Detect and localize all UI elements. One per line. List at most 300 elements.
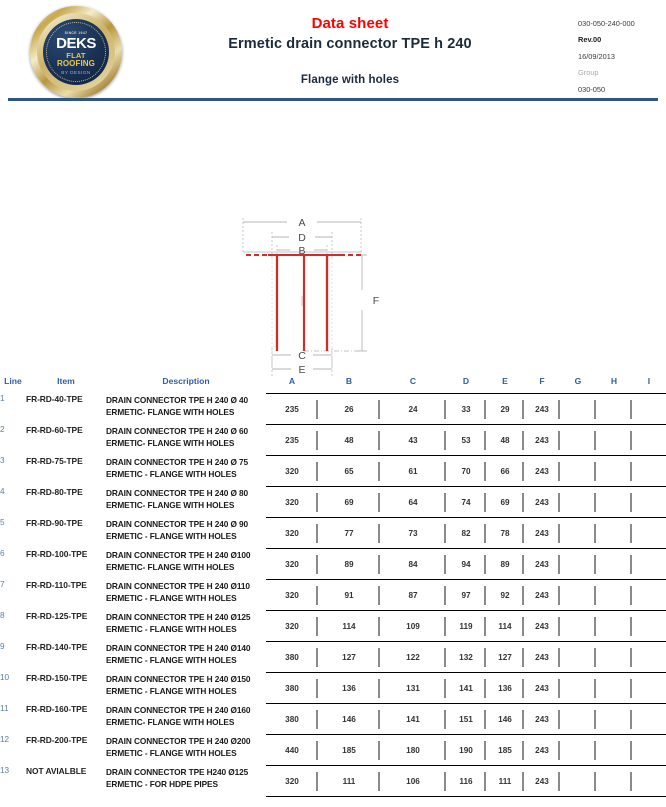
row-dim-e-value: 48	[500, 436, 510, 445]
row-line-number: 3	[0, 455, 5, 465]
row-dim-e	[486, 580, 524, 611]
table-row	[0, 766, 666, 797]
table-row	[0, 611, 666, 642]
row-dim-e-value: 111	[498, 777, 512, 786]
row-dim-c	[380, 518, 446, 549]
row-description-line1: DRAIN CONNECTOR TPE H 240 Ø150	[106, 673, 251, 684]
row-dim-h-value	[596, 580, 632, 601]
row-dim-a-value: 320	[285, 467, 299, 476]
col-header-g: G	[574, 376, 582, 386]
row-dim-f-value: 243	[535, 746, 549, 755]
row-dim-f-value: 243	[535, 622, 549, 631]
row-dim-g	[560, 580, 596, 611]
label-d: D	[298, 232, 306, 244]
row-dim-i	[632, 487, 666, 518]
row-dim-c	[380, 766, 446, 797]
col-header-e: E	[502, 376, 508, 386]
row-dim-h	[596, 642, 632, 673]
row-line-number: 9	[0, 641, 5, 651]
row-dim-b-value: 114	[342, 622, 356, 631]
row-dim-h	[596, 456, 632, 487]
col-header-f: F	[539, 376, 545, 386]
row-dim-g-value	[560, 487, 596, 508]
row-dim-h	[596, 518, 632, 549]
row-dim-g	[560, 642, 596, 673]
row-line-number: 5	[0, 517, 5, 527]
row-description-line1: DRAIN CONNECTOR TPE H 240 Ø160	[106, 704, 251, 715]
row-dim-f	[524, 518, 560, 549]
row-dim-g	[560, 394, 596, 425]
row-line-number: 8	[0, 610, 5, 620]
row-dim-f	[524, 580, 560, 611]
row-dim-g-value	[560, 394, 596, 415]
row-dim-d	[446, 580, 486, 611]
row-dim-f-value: 243	[535, 684, 549, 693]
row-dim-e	[486, 487, 524, 518]
row-line-number: 6	[0, 548, 5, 558]
row-dim-h-value	[596, 766, 632, 787]
row-dim-g-value	[560, 456, 596, 477]
row-dim-a	[266, 673, 318, 704]
row-dim-d-value: 33	[461, 405, 471, 414]
row-dim-g	[560, 704, 596, 735]
row-dim-h	[596, 580, 632, 611]
row-dim-h	[596, 394, 632, 425]
row-dim-i-value	[632, 766, 666, 787]
row-dim-g	[560, 425, 596, 456]
row-dim-b-value: 69	[344, 498, 354, 507]
row-dim-c-value: 73	[408, 529, 418, 538]
row-dim-i-value	[632, 673, 666, 694]
row-dim-c	[380, 642, 446, 673]
row-dim-g-value	[560, 611, 596, 632]
row-dim-i-value	[632, 580, 666, 601]
row-dim-f-value: 243	[535, 405, 549, 414]
row-description-line2: ERMETIC - FLANGE WITH HOLES	[106, 655, 237, 666]
row-description	[106, 580, 266, 611]
revision-date: 16/09/2013	[578, 51, 615, 61]
row-dim-h	[596, 425, 632, 456]
row-dim-d	[446, 456, 486, 487]
row-dim-f	[524, 456, 560, 487]
row-dim-f-value: 243	[535, 467, 549, 476]
row-line-number: 1	[0, 393, 5, 403]
row-dim-g-value	[560, 704, 596, 725]
row-dim-f	[524, 766, 560, 797]
drawing-svg	[0, 100, 666, 378]
row-item-code: NOT AVIALBLE	[26, 765, 87, 776]
table-body	[0, 394, 666, 797]
row-dim-d-value: 74	[461, 498, 471, 507]
row-dim-a	[266, 642, 318, 673]
row-dim-g-value	[560, 425, 596, 446]
row-dim-a	[266, 766, 318, 797]
row-dim-b	[318, 425, 380, 456]
row-dim-e	[486, 704, 524, 735]
row-description-line1: DRAIN CONNECTOR TPE H 240 Ø 90	[106, 518, 249, 529]
label-c: C	[298, 350, 306, 362]
document-type-title: Data sheet	[311, 15, 389, 32]
row-description-line1: DRAIN CONNECTOR TPE H 240 Ø110	[106, 580, 250, 591]
row-dim-a	[266, 487, 318, 518]
deks-logo	[30, 6, 122, 98]
row-dim-d-value: 151	[459, 715, 473, 724]
row-dim-f	[524, 611, 560, 642]
row-item-code: FR-RD-200-TPE	[26, 734, 88, 745]
row-dim-b	[318, 456, 380, 487]
row-dim-f-value: 243	[535, 560, 549, 569]
row-dim-f	[524, 394, 560, 425]
row-description	[106, 642, 266, 673]
table-row	[0, 642, 666, 673]
row-dim-a	[266, 580, 318, 611]
row-dim-f-value: 243	[535, 777, 549, 786]
row-description	[106, 704, 266, 735]
row-dim-b-value: 127	[342, 653, 356, 662]
logo-mid-ring	[37, 13, 115, 91]
row-dim-d	[446, 487, 486, 518]
row-dim-i	[632, 704, 666, 735]
row-description	[106, 549, 266, 580]
row-description-line1: DRAIN CONNECTOR TPE H 240 Ø 75	[106, 456, 249, 467]
col-header-h: H	[610, 376, 618, 386]
row-dim-c	[380, 580, 446, 611]
table-row	[0, 549, 666, 580]
row-dim-a-value: 320	[285, 498, 299, 507]
technical-drawing	[0, 100, 666, 378]
row-dim-b	[318, 673, 380, 704]
row-dim-d	[446, 611, 486, 642]
row-description-line2: ERMETIC- FLANGE WITH HOLES	[106, 500, 235, 511]
row-dim-g	[560, 611, 596, 642]
row-dim-d	[446, 394, 486, 425]
row-dim-f-value: 243	[535, 529, 549, 538]
col-header-b: B	[345, 376, 353, 386]
row-dim-c-value: 180	[406, 746, 420, 755]
row-dim-f-value: 243	[535, 653, 549, 662]
row-dim-f	[524, 704, 560, 735]
row-item-code: FR-RD-90-TPE	[26, 517, 83, 528]
row-dim-f-value: 243	[535, 591, 549, 600]
row-description	[106, 487, 266, 518]
row-dim-a-value: 235	[285, 436, 299, 445]
row-dim-d	[446, 425, 486, 456]
row-dim-i-value	[632, 704, 666, 725]
row-description-line2: ERMETIC - FLANGE WITH HOLES	[106, 748, 237, 759]
row-description-line1: DRAIN CONNECTOR TPE H 240 Ø100	[106, 549, 251, 560]
row-description	[106, 673, 266, 704]
table-row	[0, 704, 666, 735]
row-dim-i-value	[632, 549, 666, 570]
row-description	[106, 611, 266, 642]
part-profile	[246, 255, 362, 351]
specification-table-wrapper	[0, 376, 666, 797]
label-b: B	[298, 245, 306, 257]
row-dim-i-value	[632, 642, 666, 663]
row-dim-b	[318, 735, 380, 766]
row-dim-e-value: 29	[500, 405, 510, 414]
group-value: 030-050	[578, 84, 606, 94]
row-item-code: FR-RD-110-TPE	[26, 579, 87, 590]
row-dim-f	[524, 487, 560, 518]
row-dim-f	[524, 549, 560, 580]
col-header-c: C	[409, 376, 417, 386]
row-dim-a-value: 380	[285, 715, 299, 724]
row-line-number: 7	[0, 579, 5, 589]
row-dim-a	[266, 735, 318, 766]
row-dim-i	[632, 580, 666, 611]
row-dim-c	[380, 425, 446, 456]
row-line-number: 4	[0, 486, 5, 496]
logo-roofing-text: ROOFING	[56, 59, 96, 69]
row-dim-h-value	[596, 735, 632, 756]
row-dim-b-value: 111	[342, 777, 356, 786]
row-dim-e-value: 92	[500, 591, 510, 600]
row-dim-c-value: 87	[408, 591, 418, 600]
label-a: A	[298, 217, 306, 229]
row-dim-e-value: 89	[500, 560, 510, 569]
row-dim-a-value: 320	[285, 622, 299, 631]
table-head	[0, 376, 666, 394]
row-dim-g-value	[560, 735, 596, 756]
row-dim-i	[632, 766, 666, 797]
row-dim-f	[524, 642, 560, 673]
col-header-item: Item	[57, 376, 75, 386]
row-dim-a-value: 320	[285, 560, 299, 569]
row-dim-c-value: 106	[406, 777, 420, 786]
row-dim-e-value: 78	[500, 529, 510, 538]
row-dim-c-value: 24	[408, 405, 418, 414]
row-dim-a-value: 380	[285, 684, 299, 693]
row-dim-f-value: 243	[535, 498, 549, 507]
row-dim-e-value: 69	[500, 498, 510, 507]
row-dim-a-value: 235	[285, 405, 299, 414]
row-dim-e	[486, 766, 524, 797]
row-description-line2: ERMETIC - FLANGE WITH HOLES	[106, 531, 237, 542]
row-dim-b	[318, 766, 380, 797]
row-dim-i	[632, 456, 666, 487]
row-description	[106, 425, 266, 456]
row-dim-e-value: 136	[498, 684, 512, 693]
table-row	[0, 487, 666, 518]
row-dim-i-value	[632, 394, 666, 415]
row-description-line2: ERMETIC - FLANGE WITH HOLES	[106, 469, 237, 480]
row-dim-e	[486, 394, 524, 425]
row-dim-b	[318, 487, 380, 518]
row-dim-c-value: 131	[406, 684, 420, 693]
row-dim-b-value: 26	[344, 405, 354, 414]
row-dim-d-value: 94	[461, 560, 471, 569]
row-dim-h	[596, 549, 632, 580]
row-dim-g	[560, 673, 596, 704]
row-dim-h-value	[596, 487, 632, 508]
row-dim-h	[596, 611, 632, 642]
table-row	[0, 518, 666, 549]
row-dim-i	[632, 425, 666, 456]
row-dim-b-value: 146	[342, 715, 356, 724]
row-line-number: 2	[0, 424, 5, 434]
row-description	[106, 735, 266, 766]
row-description-line2: ERMETIC - FOR HDPE PIPES	[106, 779, 218, 790]
row-dim-f-value: 243	[535, 715, 549, 724]
row-dim-d	[446, 518, 486, 549]
row-dim-h-value	[596, 456, 632, 477]
table-row	[0, 425, 666, 456]
row-dim-d-value: 119	[459, 622, 473, 631]
row-description-line2: ERMETIC - FLANGE WITH HOLES	[106, 593, 237, 604]
row-dim-b-value: 136	[342, 684, 356, 693]
row-dim-h-value	[596, 518, 632, 539]
logo-flat-text: FLAT	[66, 51, 86, 61]
row-dim-g	[560, 487, 596, 518]
table-row	[0, 456, 666, 487]
row-dim-a-value: 320	[285, 529, 299, 538]
row-dim-a-value: 320	[285, 591, 299, 600]
row-dim-i	[632, 673, 666, 704]
row-dim-h-value	[596, 611, 632, 632]
row-dim-g-value	[560, 673, 596, 694]
row-dim-a	[266, 456, 318, 487]
row-description-line1: DRAIN CONNECTOR TPE H240 Ø125	[106, 766, 249, 777]
row-dim-a	[266, 704, 318, 735]
page-header	[0, 0, 666, 100]
row-dim-e	[486, 642, 524, 673]
row-dim-e	[486, 673, 524, 704]
revision-label: Rev.00	[578, 35, 602, 45]
row-description-line1: DRAIN CONNECTOR TPE H 240 Ø 80	[106, 487, 249, 498]
row-dim-c	[380, 735, 446, 766]
row-dim-g	[560, 518, 596, 549]
dimension-labels	[298, 217, 379, 376]
row-dim-h-value	[596, 673, 632, 694]
row-dim-i-value	[632, 487, 666, 508]
row-description-line2: ERMETIC- FLANGE WITH HOLES	[106, 438, 235, 449]
row-dim-c-value: 43	[408, 436, 418, 445]
row-description-line2: ERMETIC - FLANGE WITH HOLES	[106, 686, 237, 697]
row-item-code: FR-RD-125-TPE	[26, 610, 88, 621]
row-line-number: 13	[0, 765, 10, 775]
row-description-line2: ERMETIC- FLANGE WITH HOLES	[106, 562, 235, 573]
col-header-a: A	[288, 376, 296, 386]
row-dim-e	[486, 456, 524, 487]
col-header-i: I	[647, 376, 651, 386]
col-header-d: D	[462, 376, 470, 386]
row-dim-d-value: 82	[461, 529, 471, 538]
row-dim-g-value	[560, 642, 596, 663]
row-dim-i	[632, 642, 666, 673]
row-dim-d	[446, 766, 486, 797]
row-dim-h	[596, 487, 632, 518]
group-label: Group	[578, 68, 599, 78]
logo-since-text: SINCE 1947	[64, 31, 88, 36]
variant-subtitle: Flange with holes	[300, 74, 400, 86]
logo-brand-text: DEKS	[56, 35, 96, 53]
row-dim-g	[560, 549, 596, 580]
row-item-code: FR-RD-150-TPE	[26, 672, 88, 683]
row-dim-h-value	[596, 425, 632, 446]
row-description-line2: ERMETIC- FLANGE WITH HOLES	[106, 717, 235, 728]
row-description-line1: DRAIN CONNECTOR TPE H 240 Ø140	[106, 642, 251, 653]
table-header-row	[0, 376, 666, 394]
row-dim-g	[560, 766, 596, 797]
row-dim-c-value: 122	[406, 653, 420, 662]
row-dim-h-value	[596, 394, 632, 415]
row-dim-f	[524, 735, 560, 766]
row-dim-e-value: 127	[498, 653, 512, 662]
row-dim-b	[318, 518, 380, 549]
document-metadata	[578, 20, 635, 102]
row-dim-i-value	[632, 611, 666, 632]
row-line-number: 10	[0, 672, 10, 682]
row-dim-d-value: 132	[459, 653, 473, 662]
row-dim-d-value: 116	[459, 777, 473, 786]
row-dim-e	[486, 518, 524, 549]
row-dim-c-value: 141	[406, 715, 420, 724]
row-dim-c	[380, 456, 446, 487]
row-dim-f	[524, 425, 560, 456]
row-dim-i	[632, 611, 666, 642]
table-row	[0, 673, 666, 704]
row-dim-a-value: 440	[285, 746, 299, 755]
row-dim-e	[486, 549, 524, 580]
row-dim-a-value: 380	[285, 653, 299, 662]
row-dim-e-value: 146	[498, 715, 512, 724]
row-item-code: FR-RD-60-TPE	[26, 424, 83, 435]
row-dim-d	[446, 642, 486, 673]
row-dim-i-value	[632, 518, 666, 539]
row-dim-b	[318, 611, 380, 642]
title-block	[150, 14, 550, 86]
row-dim-h	[596, 766, 632, 797]
row-dim-a	[266, 425, 318, 456]
row-dim-b	[318, 580, 380, 611]
row-dim-c	[380, 704, 446, 735]
row-dim-b-value: 77	[344, 529, 354, 538]
row-dim-g	[560, 735, 596, 766]
row-dim-e	[486, 425, 524, 456]
row-description	[106, 394, 266, 425]
row-description	[106, 766, 266, 797]
row-dim-e-value: 185	[498, 746, 512, 755]
row-line-number: 12	[0, 734, 10, 744]
label-f: F	[372, 295, 380, 307]
row-item-code: FR-RD-80-TPE	[26, 486, 83, 497]
row-dim-b	[318, 642, 380, 673]
row-item-code: FR-RD-40-TPE	[26, 393, 83, 404]
table-row	[0, 735, 666, 766]
row-dim-h	[596, 735, 632, 766]
label-e: E	[298, 364, 306, 376]
row-dim-b-value: 48	[344, 436, 354, 445]
row-line-number: 11	[0, 703, 9, 713]
row-dim-h	[596, 704, 632, 735]
row-dim-h	[596, 673, 632, 704]
row-dim-a-value: 320	[285, 777, 299, 786]
row-dim-c	[380, 487, 446, 518]
row-dim-b-value: 89	[344, 560, 354, 569]
row-dim-c	[380, 673, 446, 704]
row-description	[106, 456, 266, 487]
row-dim-d	[446, 549, 486, 580]
row-dim-b	[318, 394, 380, 425]
row-dim-a	[266, 611, 318, 642]
logo-outer-ring	[30, 6, 122, 98]
row-item-code: FR-RD-140-TPE	[26, 641, 88, 652]
row-dim-g-value	[560, 518, 596, 539]
row-item-code: FR-RD-100-TPE	[26, 548, 88, 559]
row-dim-c	[380, 549, 446, 580]
row-dim-a	[266, 549, 318, 580]
